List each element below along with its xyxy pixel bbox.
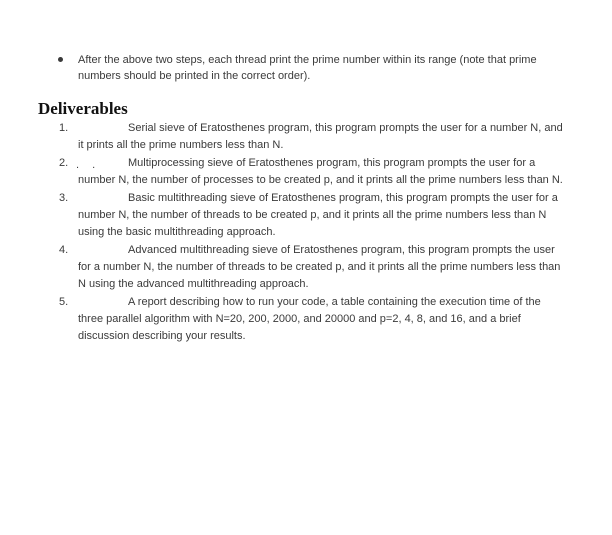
deliverable-item <box>0 242 612 293</box>
deliverable-item <box>0 190 612 241</box>
deliverable-number: 3. <box>59 192 69 204</box>
deliverable-text: Advanced multithreading sieve of Eratosthenes program, this program prompts the user for a number N, the number of threads to be created p, and it prints all the prime numbers less than N using the advanced multithreading approach. <box>78 244 561 290</box>
deliverable-item <box>0 155 612 189</box>
bullet-list-item <box>58 52 558 84</box>
deliverable-text: A report describing how to run your code, a table containing the execution time of the three parallel algorithm with N=20, 200, 2000, and 20000 and p=2, 4, 8, and 16, and a brief discussion describing your results. <box>78 296 541 342</box>
section-heading-deliverables: Deliverables <box>38 99 128 118</box>
deliverable-text: Basic multithreading sieve of Eratosthenes program, this program prompts the user for a number N, the number of threads to be created p, and it prints all the prime numbers less than N using the basic multithreading approach. <box>78 192 558 238</box>
deliverable-number: 1. <box>59 122 69 134</box>
deliverable-number: 2. <box>59 157 69 169</box>
deliverables-list <box>0 120 612 346</box>
deliverable-text: Multiprocessing sieve of Eratosthenes program, this program prompts the user for a number N, the number of processes to be created p, and it prints all the prime numbers less than N. <box>78 157 563 186</box>
bullet-text: After the above two steps, each thread print the prime number within its range (note that prime numbers should be printed in the correct order). <box>78 54 537 82</box>
bullet-point-icon <box>58 57 63 62</box>
dot-marks: . . <box>76 159 101 171</box>
deliverable-item <box>0 294 612 345</box>
deliverable-number: 4. <box>59 244 69 256</box>
deliverable-text: Serial sieve of Eratosthenes program, this program prompts the user for a number N, and it prints all the prime numbers less than N. <box>78 122 563 151</box>
deliverable-number: 5. <box>59 296 69 308</box>
deliverable-item <box>0 120 612 154</box>
